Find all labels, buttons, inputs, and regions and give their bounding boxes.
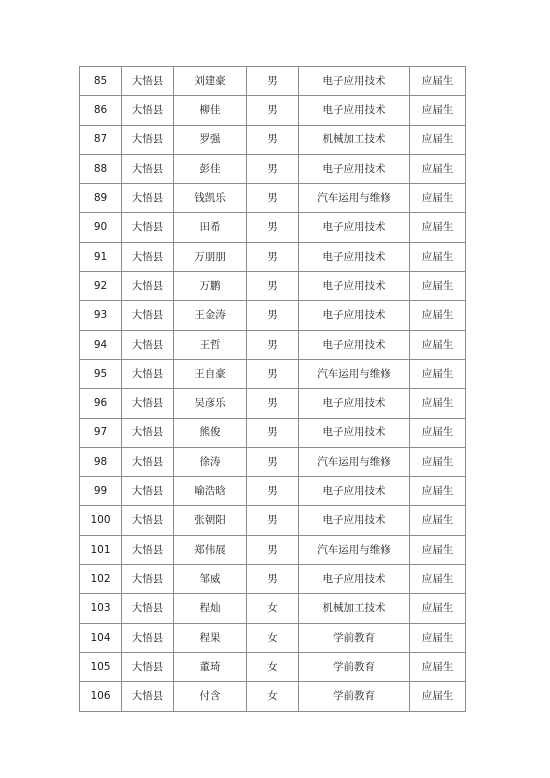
- gender-cell: 男: [247, 330, 299, 359]
- major-cell: 电子应用技术: [299, 330, 410, 359]
- table-row: [80, 418, 466, 447]
- major-cell: 电子应用技术: [299, 506, 410, 535]
- county-cell: 大悟县: [122, 96, 174, 125]
- student-name-cell: 罗强: [174, 125, 247, 154]
- student-name-cell: 邹威: [174, 565, 247, 594]
- table-row: [80, 565, 466, 594]
- major-cell: 电子应用技术: [299, 389, 410, 418]
- major-cell: 电子应用技术: [299, 242, 410, 271]
- county-cell: 大悟县: [122, 477, 174, 506]
- table-row: [80, 272, 466, 301]
- county-cell: 大悟县: [122, 359, 174, 388]
- row-number-cell: 86: [80, 96, 122, 125]
- major-cell: 电子应用技术: [299, 213, 410, 242]
- county-cell: 大悟县: [122, 535, 174, 564]
- table-row: [80, 125, 466, 154]
- gender-cell: 男: [247, 154, 299, 183]
- student-type-cell: 应届生: [410, 565, 466, 594]
- student-name-cell: 董琦: [174, 652, 247, 681]
- gender-cell: 女: [247, 594, 299, 623]
- table-row: [80, 242, 466, 271]
- table-row: [80, 389, 466, 418]
- student-roster-table: [79, 66, 466, 712]
- student-type-cell: 应届生: [410, 652, 466, 681]
- county-cell: 大悟县: [122, 67, 174, 96]
- major-cell: 电子应用技术: [299, 272, 410, 301]
- student-type-cell: 应届生: [410, 447, 466, 476]
- table-row: [80, 359, 466, 388]
- student-type-cell: 应届生: [410, 477, 466, 506]
- gender-cell: 男: [247, 447, 299, 476]
- row-number-cell: 87: [80, 125, 122, 154]
- student-name-cell: 王哲: [174, 330, 247, 359]
- row-number-cell: 93: [80, 301, 122, 330]
- county-cell: 大悟县: [122, 506, 174, 535]
- row-number-cell: 105: [80, 652, 122, 681]
- row-number-cell: 88: [80, 154, 122, 183]
- gender-cell: 男: [247, 67, 299, 96]
- student-name-cell: 郑伟展: [174, 535, 247, 564]
- gender-cell: 男: [247, 125, 299, 154]
- gender-cell: 男: [247, 184, 299, 213]
- gender-cell: 男: [247, 565, 299, 594]
- county-cell: 大悟县: [122, 389, 174, 418]
- row-number-cell: 104: [80, 623, 122, 652]
- table-row: [80, 301, 466, 330]
- table-row: [80, 67, 466, 96]
- table-row: [80, 447, 466, 476]
- row-number-cell: 94: [80, 330, 122, 359]
- table-row: [80, 682, 466, 711]
- student-type-cell: 应届生: [410, 535, 466, 564]
- row-number-cell: 90: [80, 213, 122, 242]
- student-name-cell: 程果: [174, 623, 247, 652]
- table-row: [80, 213, 466, 242]
- gender-cell: 男: [247, 96, 299, 125]
- student-name-cell: 吴彦乐: [174, 389, 247, 418]
- county-cell: 大悟县: [122, 272, 174, 301]
- student-name-cell: 熊俊: [174, 418, 247, 447]
- major-cell: 学前教育: [299, 682, 410, 711]
- row-number-cell: 92: [80, 272, 122, 301]
- student-name-cell: 田希: [174, 213, 247, 242]
- table-row: [80, 623, 466, 652]
- major-cell: 机械加工技术: [299, 594, 410, 623]
- county-cell: 大悟县: [122, 594, 174, 623]
- gender-cell: 男: [247, 389, 299, 418]
- student-name-cell: 张朝阳: [174, 506, 247, 535]
- student-name-cell: 王自豪: [174, 359, 247, 388]
- student-type-cell: 应届生: [410, 594, 466, 623]
- major-cell: 汽车运用与维修: [299, 359, 410, 388]
- student-name-cell: 万朋朋: [174, 242, 247, 271]
- county-cell: 大悟县: [122, 652, 174, 681]
- student-type-cell: 应届生: [410, 213, 466, 242]
- gender-cell: 男: [247, 506, 299, 535]
- student-name-cell: 刘建豪: [174, 67, 247, 96]
- gender-cell: 男: [247, 359, 299, 388]
- student-type-cell: 应届生: [410, 418, 466, 447]
- county-cell: 大悟县: [122, 623, 174, 652]
- major-cell: 学前教育: [299, 623, 410, 652]
- row-number-cell: 106: [80, 682, 122, 711]
- table-row: [80, 652, 466, 681]
- student-type-cell: 应届生: [410, 272, 466, 301]
- student-name-cell: 付含: [174, 682, 247, 711]
- row-number-cell: 101: [80, 535, 122, 564]
- county-cell: 大悟县: [122, 418, 174, 447]
- major-cell: 电子应用技术: [299, 565, 410, 594]
- major-cell: 电子应用技术: [299, 418, 410, 447]
- student-type-cell: 应届生: [410, 301, 466, 330]
- major-cell: 汽车运用与维修: [299, 447, 410, 476]
- student-type-cell: 应届生: [410, 184, 466, 213]
- student-type-cell: 应届生: [410, 682, 466, 711]
- county-cell: 大悟县: [122, 565, 174, 594]
- student-type-cell: 应届生: [410, 67, 466, 96]
- gender-cell: 男: [247, 418, 299, 447]
- row-number-cell: 91: [80, 242, 122, 271]
- table-row: [80, 330, 466, 359]
- table-row: [80, 477, 466, 506]
- row-number-cell: 100: [80, 506, 122, 535]
- gender-cell: 男: [247, 301, 299, 330]
- student-type-cell: 应届生: [410, 506, 466, 535]
- student-type-cell: 应届生: [410, 359, 466, 388]
- row-number-cell: 95: [80, 359, 122, 388]
- student-name-cell: 徐涛: [174, 447, 247, 476]
- row-number-cell: 102: [80, 565, 122, 594]
- student-name-cell: 彭佳: [174, 154, 247, 183]
- student-name-cell: 程灿: [174, 594, 247, 623]
- row-number-cell: 96: [80, 389, 122, 418]
- student-name-cell: 钱凯乐: [174, 184, 247, 213]
- county-cell: 大悟县: [122, 125, 174, 154]
- gender-cell: 男: [247, 213, 299, 242]
- student-type-cell: 应届生: [410, 242, 466, 271]
- student-type-cell: 应届生: [410, 330, 466, 359]
- gender-cell: 女: [247, 652, 299, 681]
- gender-cell: 女: [247, 623, 299, 652]
- student-name-cell: 喻浩晗: [174, 477, 247, 506]
- table-row: [80, 154, 466, 183]
- table-row: [80, 184, 466, 213]
- student-name-cell: 王金涛: [174, 301, 247, 330]
- major-cell: 汽车运用与维修: [299, 535, 410, 564]
- county-cell: 大悟县: [122, 154, 174, 183]
- roster-table-body: [80, 67, 466, 712]
- table-row: [80, 594, 466, 623]
- student-name-cell: 柳佳: [174, 96, 247, 125]
- county-cell: 大悟县: [122, 242, 174, 271]
- major-cell: 学前教育: [299, 652, 410, 681]
- major-cell: 机械加工技术: [299, 125, 410, 154]
- county-cell: 大悟县: [122, 447, 174, 476]
- table-row: [80, 535, 466, 564]
- major-cell: 电子应用技术: [299, 301, 410, 330]
- row-number-cell: 97: [80, 418, 122, 447]
- student-type-cell: 应届生: [410, 623, 466, 652]
- student-type-cell: 应届生: [410, 96, 466, 125]
- gender-cell: 男: [247, 535, 299, 564]
- gender-cell: 男: [247, 477, 299, 506]
- county-cell: 大悟县: [122, 682, 174, 711]
- gender-cell: 男: [247, 242, 299, 271]
- major-cell: 电子应用技术: [299, 96, 410, 125]
- major-cell: 电子应用技术: [299, 67, 410, 96]
- row-number-cell: 103: [80, 594, 122, 623]
- student-type-cell: 应届生: [410, 389, 466, 418]
- student-name-cell: 万鹏: [174, 272, 247, 301]
- major-cell: 电子应用技术: [299, 154, 410, 183]
- county-cell: 大悟县: [122, 301, 174, 330]
- table-row: [80, 506, 466, 535]
- student-type-cell: 应届生: [410, 154, 466, 183]
- row-number-cell: 89: [80, 184, 122, 213]
- row-number-cell: 99: [80, 477, 122, 506]
- major-cell: 汽车运用与维修: [299, 184, 410, 213]
- student-type-cell: 应届生: [410, 125, 466, 154]
- major-cell: 电子应用技术: [299, 477, 410, 506]
- gender-cell: 女: [247, 682, 299, 711]
- table-row: [80, 96, 466, 125]
- gender-cell: 男: [247, 272, 299, 301]
- row-number-cell: 85: [80, 67, 122, 96]
- row-number-cell: 98: [80, 447, 122, 476]
- county-cell: 大悟县: [122, 213, 174, 242]
- county-cell: 大悟县: [122, 184, 174, 213]
- county-cell: 大悟县: [122, 330, 174, 359]
